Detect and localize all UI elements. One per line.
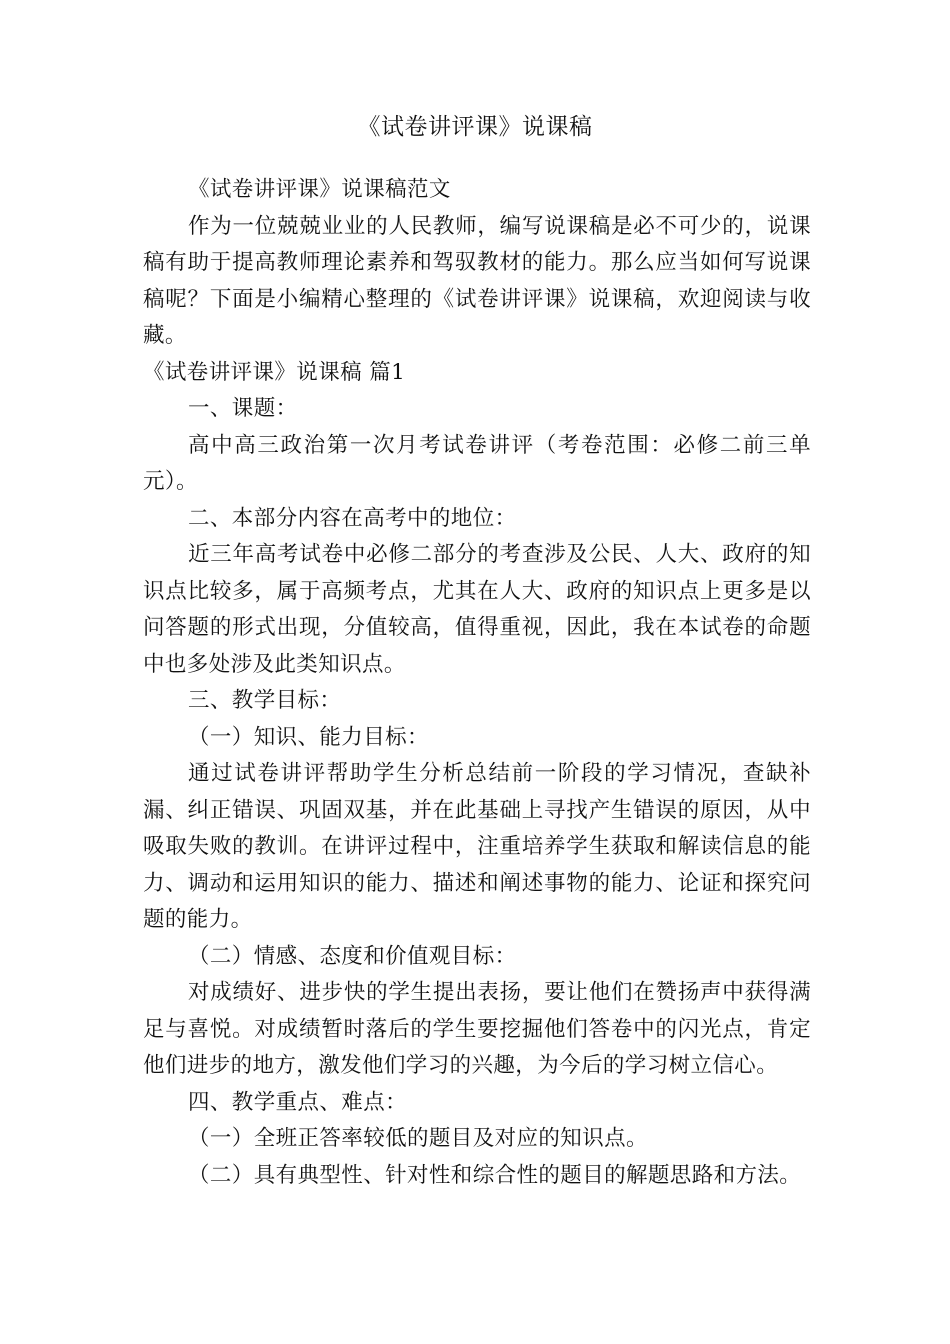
heading-goals: 三、教学目标： (188, 688, 342, 713)
document-title: 《试卷讲评课》说课稿 (357, 114, 593, 140)
heading-topic: 一、课题： (188, 396, 298, 421)
key-point-item-2: （二）具有典型性、针对性和综合性的题目的解题思路和方法。 (188, 1162, 802, 1188)
key-point-item-1: （一）全班正答率较低的题目及对应的知识点。 (188, 1126, 648, 1151)
heading-status: 二、本部分内容在高考中的地位： (188, 505, 517, 531)
document-body (143, 172, 811, 1194)
subtitle-paragraph: 《试卷讲评课》说课稿范文 (188, 177, 451, 202)
paragraph-knowledge-goals: 通过试卷讲评帮助学生分析总结前一阶段的学习情况，查缺补漏、纠正错误、巩固双基，并在此基础上寻找产生错误的原因，从中吸取失败的教训。在讲评过程中，注重培养学生获取和解读信息的能力、调动和运用知识的能力、描述和阐述事物的能力、论证和探究问题的能力。 (143, 761, 811, 932)
paragraph-topic: 高中高三政治第一次月考试卷讲评（考卷范围：必修二前三单元）。 (143, 432, 811, 494)
subheading-emotion-goals: （二）情感、态度和价值观目标： (188, 943, 517, 969)
paragraph-emotion-goals: 对成绩好、进步快的学生提出表扬，要让他们在赞扬声中获得满足与喜悦。对成绩暂时落后的学生要挖掘他们答卷中的闪光点，肯定他们进步的地方，激发他们学习的兴趣，为今后的学习树立信心。 (143, 980, 811, 1078)
paragraph-status: 近三年高考试卷中必修二部分的考查涉及公民、人大、政府的知识点比较多，属于高频考点，尤其在人大、政府的知识点上更多是以问答题的形式出现，分值较高，值得重视，因此，我在本试卷的命题中也多处涉及此类知识点。 (143, 542, 811, 677)
intro-paragraph: 作为一位兢兢业业的人民教师，编写说课稿是必不可少的，说课稿有助于提高教师理论素养和驾驭教材的能力。那么应当如何写说课稿呢？下面是小编精心整理的《试卷讲评课》说课稿，欢迎阅读与收藏。 (143, 213, 811, 348)
heading-key-points: 四、教学重点、难点： (188, 1089, 408, 1115)
subheading-knowledge-goals: （一）知识、能力目标： (188, 724, 429, 750)
section-heading: 《试卷讲评课》说课稿 篇1 (143, 359, 406, 385)
